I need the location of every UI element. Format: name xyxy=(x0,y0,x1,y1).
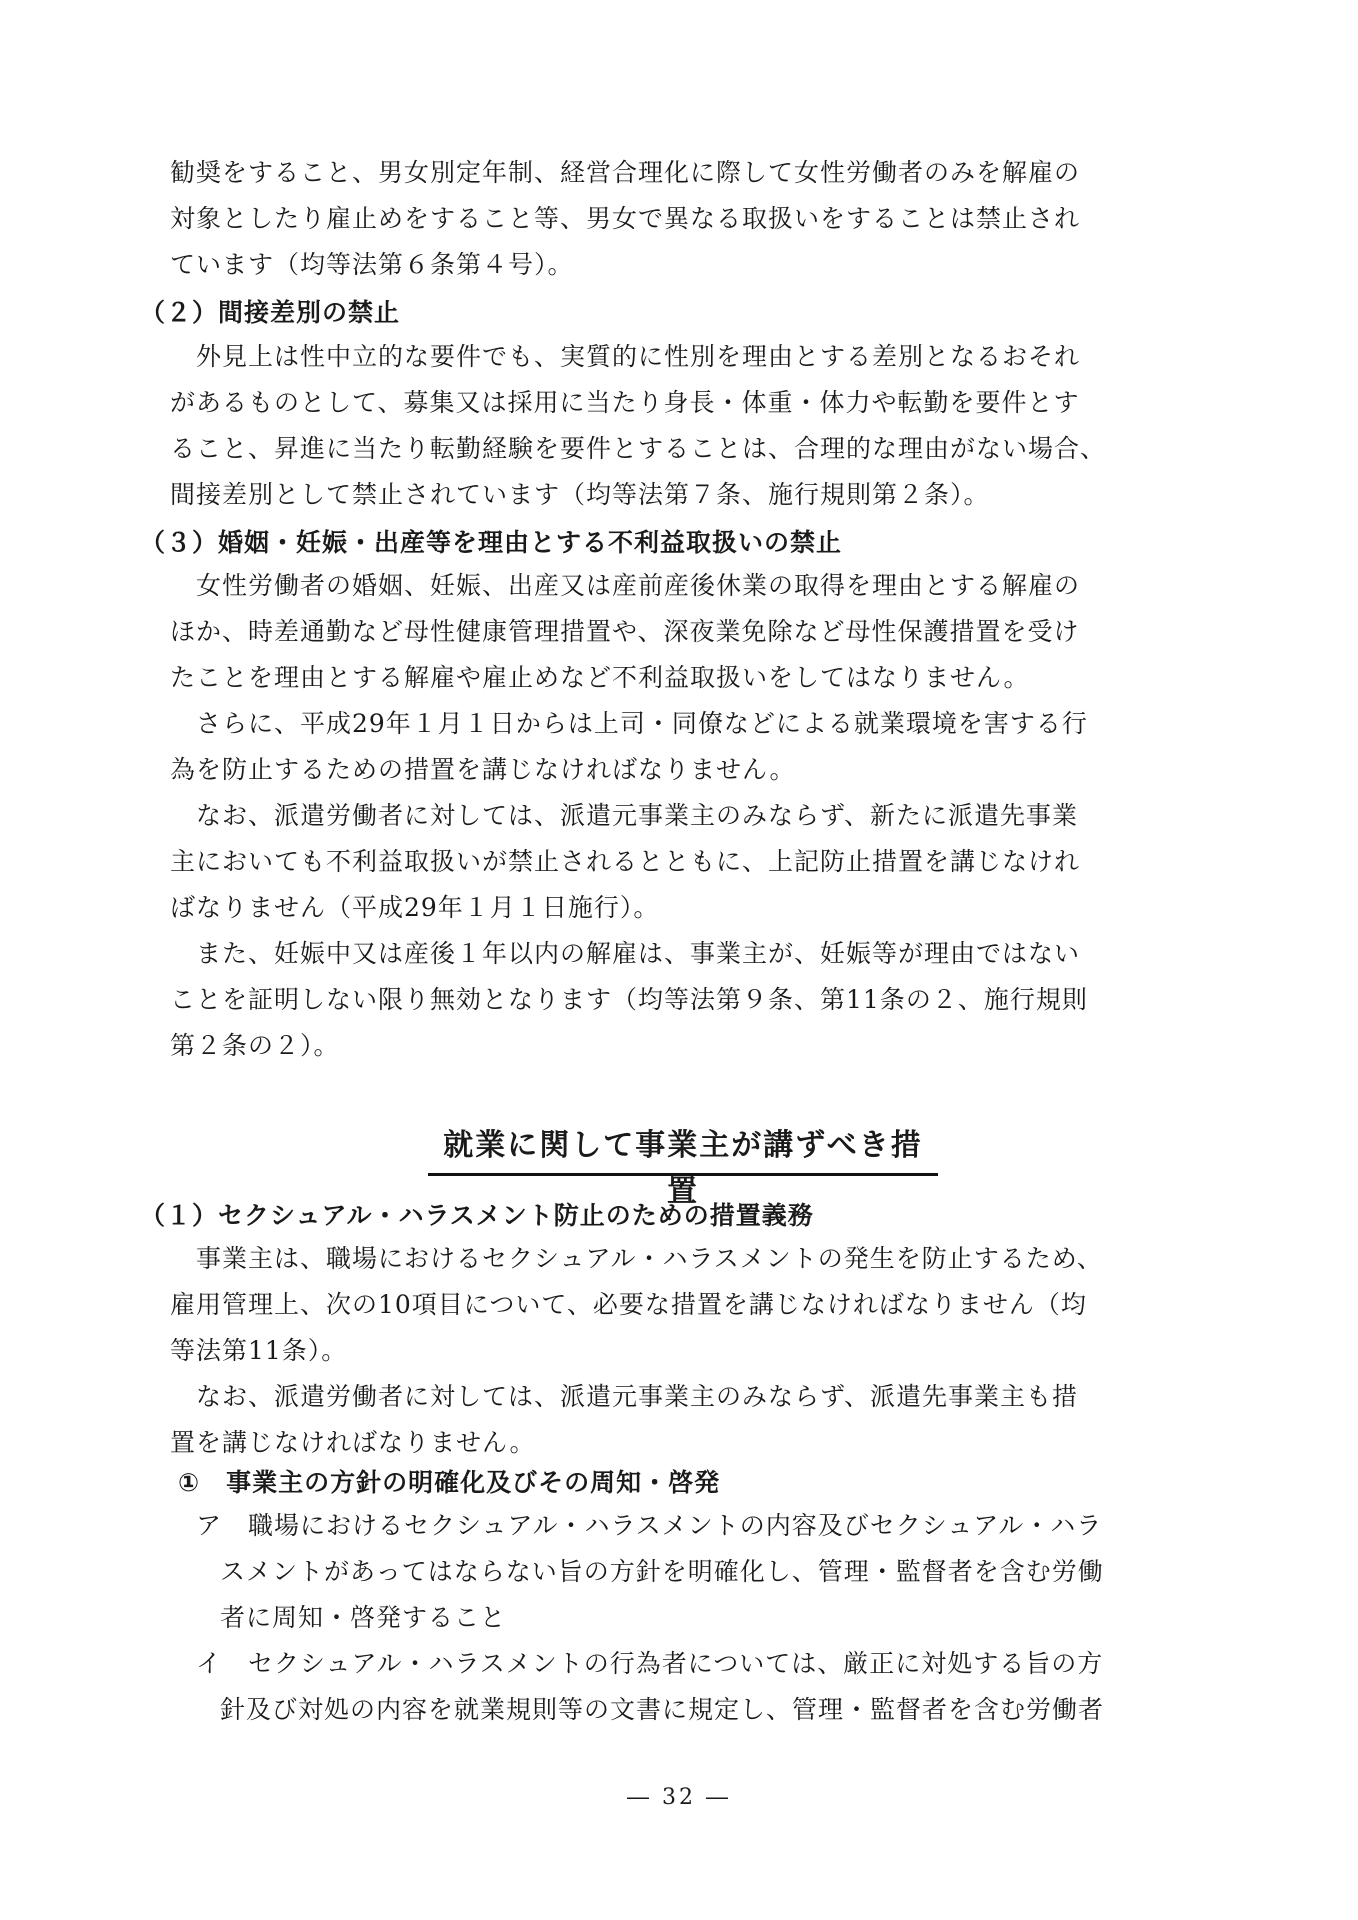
text-line: また、妊娠中又は産後１年以内の解雇は、事業主が、妊娠等が理由ではない xyxy=(196,939,1081,968)
heading-indirect-discrimination: （２）間接差別の禁止 xyxy=(140,298,401,327)
text-line: 等法第11条）。 xyxy=(170,1336,348,1365)
text-line: ること、昇進に当たり転勤経験を要件とすることは、合理的な理由がない場合、 xyxy=(170,434,1107,463)
text-line: 対象としたり雇止めをすること等、男女で異なる取扱いをすることは禁止され xyxy=(170,204,1081,233)
heading-sexual-harassment: （１）セクシュアル・ハラスメント防止のための措置義務 xyxy=(140,1201,814,1230)
text-line: 針及び対処の内容を就業規則等の文書に規定し、管理・監督者を含む労働者 xyxy=(220,1695,1105,1724)
text-line: 為を防止するための措置を講じなければなりません。 xyxy=(170,755,796,784)
text-line: イ セクシュアル・ハラスメントの行為者については、厳正に対処する旨の方 xyxy=(196,1649,1104,1678)
list-item-i xyxy=(196,1641,1210,1733)
text-line: 事業主は、職場におけるセクシュアル・ハラスメントの発生を防止するため、 xyxy=(196,1244,1103,1273)
text-line: ことを証明しない限り無効となります（均等法第９条、第11条の２、施行規則 xyxy=(170,985,1088,1014)
paragraph-dismissal-void xyxy=(170,931,1210,1069)
text-line: ばなりません（平成29年１月１日施行）。 xyxy=(170,893,660,922)
text-line: 女性労働者の婚姻、妊娠、出産又は産前産後休業の取得を理由とする解雇の xyxy=(196,571,1081,600)
text-line: 外見上は性中立的な要件でも、実質的に性別を理由とする差別となるおそれ xyxy=(196,342,1081,371)
paragraph-indirect-discrimination xyxy=(170,334,1210,518)
text-line: 置を講じなければなりません。 xyxy=(170,1428,536,1457)
paragraph-harassment-prevention xyxy=(170,701,1210,793)
section-title-text: 就業に関して事業主が講ずべき措置 xyxy=(443,1128,923,1209)
section-title xyxy=(428,1123,938,1209)
text-line: なお、派遣労働者に対しては、派遣元事業主のみならず、派遣先事業主も措 xyxy=(196,1382,1079,1411)
heading-policy-clarification: ① 事業主の方針の明確化及びその周知・啓発 xyxy=(178,1468,721,1497)
text-line: さらに、平成29年１月１日からは上司・同僚などによる就業環境を害する行 xyxy=(196,709,1088,738)
text-line: ています（均等法第６条第４号）。 xyxy=(170,250,574,279)
text-line: なお、派遣労働者に対しては、派遣元事業主のみならず、新たに派遣先事業 xyxy=(196,801,1079,830)
text-line: 雇用管理上、次の10項目について、必要な措置を講じなければなりません（均 xyxy=(170,1290,1087,1319)
text-line: 間接差別として禁止されています（均等法第７条、施行規則第２条）。 xyxy=(170,480,990,509)
text-line: たことを理由とする解雇や雇止めなど不利益取扱いをしてはなりません。 xyxy=(170,663,1030,692)
text-line: ほか、時差通勤など母性健康管理措置や、深夜業免除など母性保護措置を受け xyxy=(170,617,1080,646)
text-line: 第２条の２）。 xyxy=(170,1031,340,1060)
heading-disadvantageous-treatment: （３）婚姻・妊娠・出産等を理由とする不利益取扱いの禁止 xyxy=(140,528,843,557)
text-line: スメントがあってはならない旨の方針を明確化し、管理・監督者を含む労働 xyxy=(220,1557,1104,1586)
page-number: ― 32 ― xyxy=(627,1785,731,1810)
paragraph-employer-obligation xyxy=(170,1236,1210,1374)
paragraph-dispatch-measures xyxy=(170,1374,1210,1466)
text-line: があるものとして、募集又は採用に当たり身長・体重・体力や転勤を要件とす xyxy=(170,388,1080,417)
paragraph-marriage-pregnancy xyxy=(170,563,1210,701)
text-line: ア 職場におけるセクシュアル・ハラスメントの内容及びセクシュアル・ハラ xyxy=(196,1511,1103,1540)
list-item-a xyxy=(196,1503,1210,1641)
text-line: 勧奨をすること、男女別定年制、経営合理化に際して女性労働者のみを解雇の xyxy=(170,158,1081,187)
paragraph-dispatched-workers xyxy=(170,793,1210,931)
text-line: 主においても不利益取扱いが禁止されるとともに、上記防止措置を講じなけれ xyxy=(170,847,1081,876)
paragraph-intro xyxy=(170,150,1210,288)
text-line: 者に周知・啓発すること xyxy=(220,1603,507,1632)
